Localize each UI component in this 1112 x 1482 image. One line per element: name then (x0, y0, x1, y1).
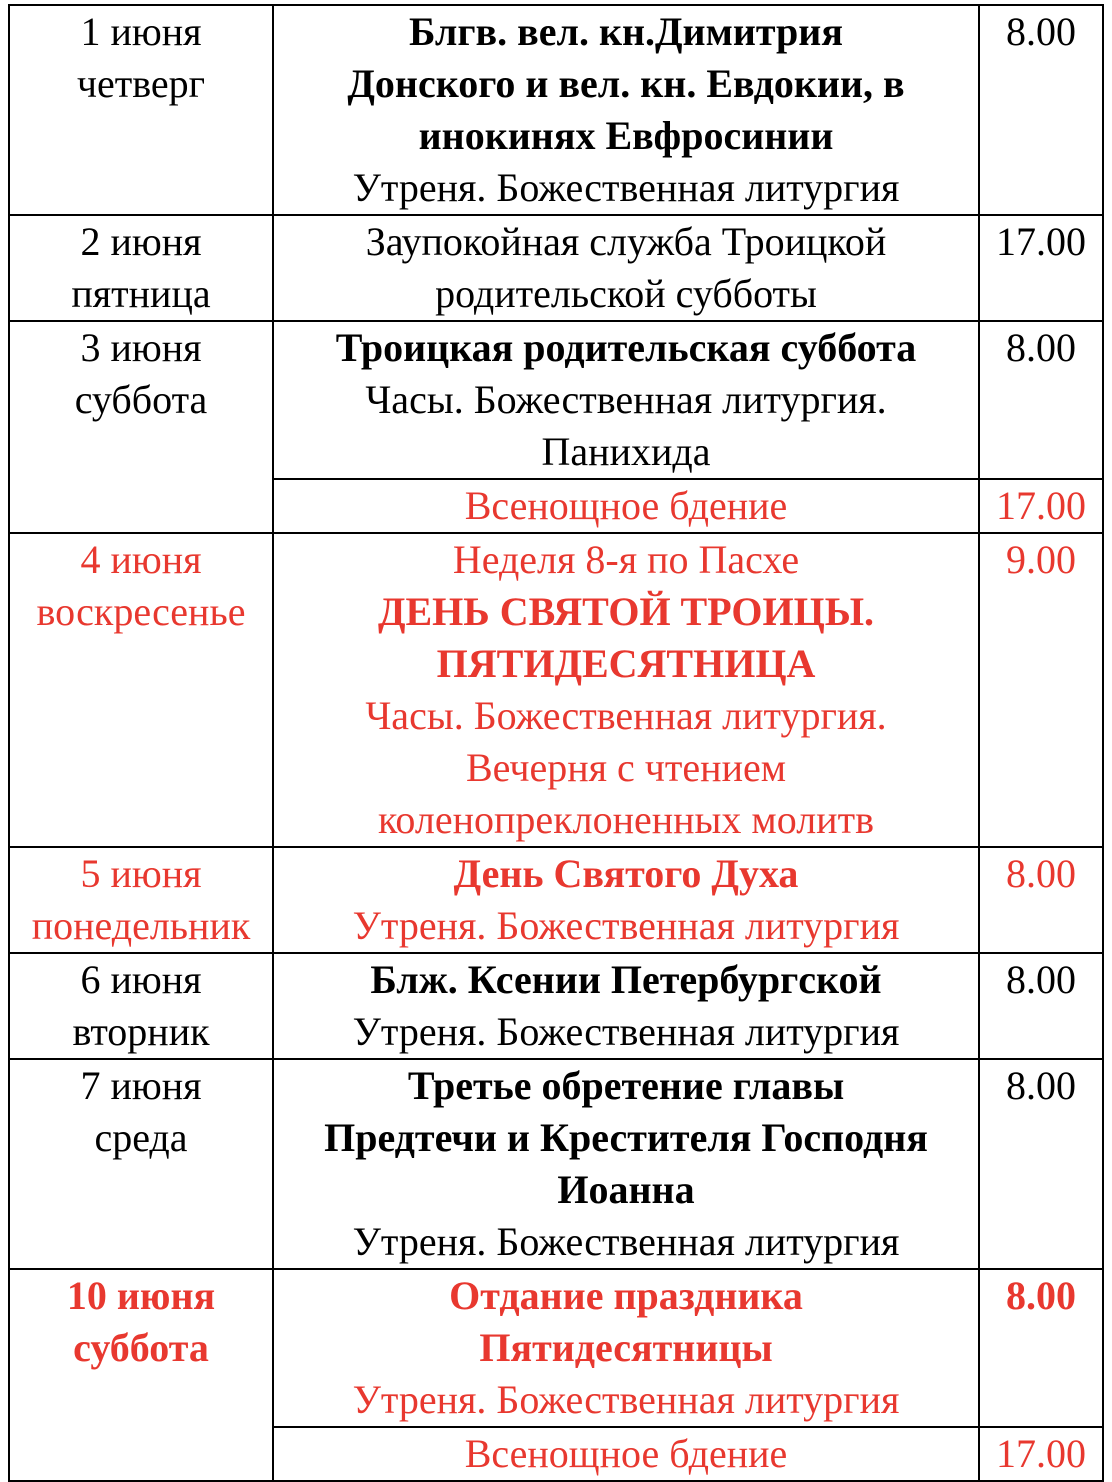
service-time: 8.00 (1006, 9, 1076, 54)
feast-title: инокинях Евфросинии (418, 113, 834, 158)
time-cell (979, 5, 1103, 215)
weekday-label: суббота (73, 1325, 209, 1370)
feast-title: Троицкая родительская суббота (335, 325, 917, 370)
date-label: 4 июня (80, 537, 202, 582)
table-row (9, 321, 1103, 479)
feast-title: Блгв. вел. кн.Димитрия (409, 9, 843, 54)
weekday-label: среда (94, 1115, 188, 1160)
time-cell (979, 1059, 1103, 1269)
table-row (9, 1269, 1103, 1427)
service-cell (273, 479, 979, 533)
service-time: 8.00 (1006, 1273, 1076, 1318)
service-time: 8.00 (1006, 325, 1076, 370)
date-cell (9, 1059, 273, 1269)
service-text: Утреня. Божественная литургия (352, 1219, 900, 1264)
date-cell (9, 953, 273, 1059)
service-cell (273, 847, 979, 953)
time-cell (979, 1269, 1103, 1427)
vigil-text: Всенощное бдение (464, 1431, 788, 1476)
service-text: коленопреклоненных молитв (378, 797, 874, 842)
table-row (9, 847, 1103, 953)
time-cell (979, 215, 1103, 321)
service-text: Заупокойная служба Троицкой (365, 219, 887, 264)
table-row (9, 5, 1103, 215)
date-cell (9, 215, 273, 321)
service-cell (273, 1059, 979, 1269)
service-time: 8.00 (1006, 957, 1076, 1002)
date-cell (9, 1269, 273, 1481)
table-row (9, 533, 1103, 847)
service-text: Неделя 8-я по Пасхе (452, 537, 800, 582)
time-cell (979, 1427, 1103, 1481)
vigil-text: Всенощное бдение (464, 483, 788, 528)
time-cell (979, 321, 1103, 479)
service-text: Утреня. Божественная литургия (352, 1009, 900, 1054)
service-text: Вечерня с чтением (465, 745, 787, 790)
weekday-label: воскресенье (36, 589, 246, 634)
service-text: Панихида (541, 429, 711, 474)
service-text: Утреня. Божественная литургия (352, 165, 900, 210)
date-label: 2 июня (80, 219, 202, 264)
feast-title: День Святого Духа (453, 851, 799, 896)
time-cell (979, 533, 1103, 847)
service-time: 17.00 (996, 219, 1086, 264)
service-cell (273, 1269, 979, 1427)
table-row (9, 1059, 1103, 1269)
weekday-label: вторник (72, 1009, 210, 1054)
feast-title: Донского и вел. кн. Евдокии, в (347, 61, 905, 106)
weekday-label: пятница (71, 271, 211, 316)
date-label: 7 июня (80, 1063, 202, 1108)
service-text: Утреня. Божественная литургия (352, 1377, 900, 1422)
vigil-time: 17.00 (996, 1431, 1086, 1476)
date-label: 3 июня (80, 325, 202, 370)
service-text: родительской субботы (435, 271, 817, 316)
table-row (9, 215, 1103, 321)
date-label: 10 июня (66, 1273, 216, 1318)
service-time: 8.00 (1006, 851, 1076, 896)
date-cell (9, 321, 273, 533)
feast-title: Предтечи и Крестителя Господня (324, 1115, 928, 1160)
weekday-label: понедельник (31, 903, 251, 948)
feast-title: Блж. Ксении Петербургской (370, 957, 882, 1002)
date-cell (9, 5, 273, 215)
service-cell (273, 321, 979, 479)
date-label: 6 июня (80, 957, 202, 1002)
schedule-table (8, 4, 1104, 1482)
service-time: 9.00 (1006, 537, 1076, 582)
table-row (9, 953, 1103, 1059)
service-text: Часы. Божественная литургия. (365, 377, 887, 422)
date-cell (9, 533, 273, 847)
service-cell (273, 533, 979, 847)
service-cell (273, 215, 979, 321)
feast-title: ДЕНЬ СВЯТОЙ ТРОИЦЫ. (377, 589, 875, 634)
service-time: 8.00 (1006, 1063, 1076, 1108)
time-cell (979, 953, 1103, 1059)
vigil-time: 17.00 (996, 483, 1086, 528)
date-label: 5 июня (80, 851, 202, 896)
feast-title: Отдание праздника (449, 1273, 803, 1318)
time-cell (979, 479, 1103, 533)
service-cell (273, 1427, 979, 1481)
service-cell (273, 953, 979, 1059)
feast-title: Иоанна (557, 1167, 695, 1212)
service-text: Часы. Божественная литургия. (365, 693, 887, 738)
weekday-label: четверг (76, 61, 206, 106)
service-cell (273, 5, 979, 215)
weekday-label: суббота (74, 377, 208, 422)
date-label: 1 июня (80, 9, 202, 54)
time-cell (979, 847, 1103, 953)
feast-title: Третье обретение главы (407, 1063, 845, 1108)
service-text: Утреня. Божественная литургия (352, 903, 900, 948)
feast-title: Пятидесятницы (479, 1325, 773, 1370)
feast-title: ПЯТИДЕСЯТНИЦА (436, 641, 816, 686)
date-cell (9, 847, 273, 953)
